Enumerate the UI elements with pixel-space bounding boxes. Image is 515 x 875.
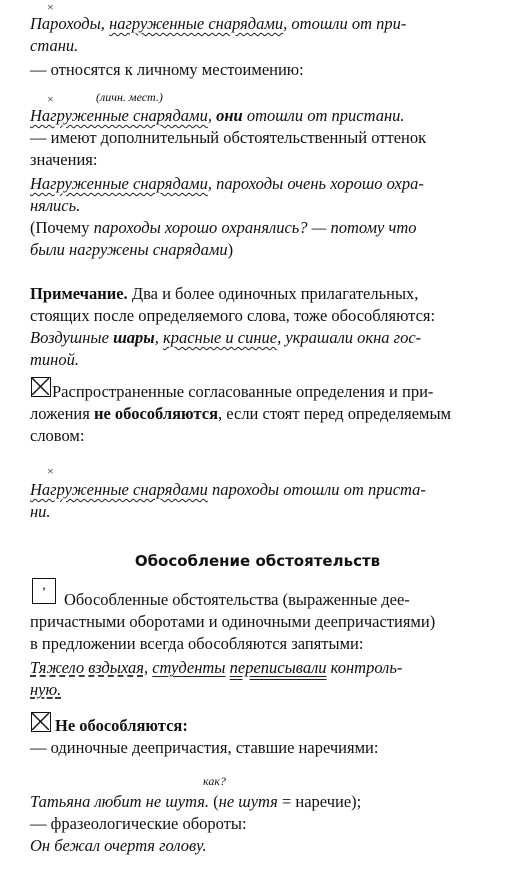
example-line — [30, 792, 361, 812]
rule-line: — имеют дополнительный обстоятельственный оттенок — [30, 128, 427, 147]
predicate: переписывали — [229, 658, 327, 677]
text: Татьяна любит не шутя. — [30, 792, 210, 811]
example-line — [30, 658, 402, 678]
text: ную. — [30, 680, 62, 699]
comma-box: , — [32, 578, 56, 604]
annotation: (личн. мест.) — [96, 90, 163, 104]
text: не шутя — [218, 792, 278, 811]
text: пароходы отошли от приста- — [207, 480, 426, 499]
cross-mark: × — [47, 92, 54, 106]
text: контроль- — [326, 658, 403, 677]
rule-line: — фразеологические обороты: — [30, 814, 247, 833]
text: , украшали окна гос- — [277, 328, 422, 347]
participle-phrase: нагруженные снарядами — [109, 14, 284, 33]
example-line — [30, 14, 406, 34]
rule-line: причастными оборотами и одиночными деепричастиями) — [30, 612, 436, 631]
text: отошли от пристани. — [242, 106, 405, 125]
text: Пароходы, — [30, 14, 110, 33]
text: , если стоят перед определяемым — [218, 404, 451, 423]
rule-line: в предложении всегда обособляются запятыми: — [30, 634, 364, 653]
text: , — [207, 106, 217, 125]
rule-line: значения: — [30, 150, 98, 169]
text: Воздушные — [30, 328, 114, 347]
cross-mark: × — [47, 464, 54, 478]
text: , — [154, 328, 164, 347]
text: были нагружены снарядами — [30, 240, 228, 259]
subject-word: шары — [113, 328, 155, 347]
rule-line: — относятся к личному местоимению: — [30, 60, 304, 79]
example-line: ни. — [30, 502, 51, 521]
pronoun: они — [216, 106, 243, 125]
rule-line — [30, 404, 451, 424]
text: = наречие); — [277, 792, 362, 811]
note-line: тиной. — [30, 350, 79, 369]
note-line: стоящих после определяемого слова, тоже обособляются: — [30, 306, 436, 325]
note-label: Примечание. — [30, 284, 128, 303]
rule-line: Распространенные согласованные определения и при- — [52, 382, 434, 401]
example-line — [30, 106, 405, 126]
cross-mark: × — [47, 0, 54, 14]
text: (Почему — [30, 218, 94, 237]
subject: студенты — [152, 658, 226, 677]
text: , пароходы очень хорошо охра- — [207, 174, 424, 193]
note-line — [30, 284, 418, 304]
example-line — [30, 680, 61, 700]
example-line: стани. — [30, 36, 79, 55]
example-line — [30, 480, 426, 500]
text: пароходы хорошо охранялись? — потому что — [93, 218, 417, 237]
text: ) — [227, 240, 234, 259]
question-line — [30, 240, 233, 260]
participle-phrase: Нагруженные снарядами — [30, 174, 208, 193]
section-heading: Обособление обстоятельств — [134, 552, 381, 570]
note-line — [30, 328, 421, 348]
example-line — [30, 174, 424, 194]
text: Два и более одиночных прилагательных, — [127, 284, 419, 303]
rule-line: — одиночные деепричастия, ставшие наречиями: — [30, 738, 379, 757]
rule-line: словом: — [30, 426, 85, 445]
participle-phrase: Нагруженные снарядами — [30, 106, 208, 125]
example-line: нялись. — [30, 196, 81, 215]
rule-heading: Не обособляются: — [55, 716, 188, 735]
participle-phrase: Нагруженные снарядами — [30, 480, 208, 499]
adjectives: красные и синие — [163, 328, 278, 347]
text: ложения — [30, 404, 94, 423]
example-line: Он бежал очертя голову. — [30, 836, 207, 855]
annotation: как? — [203, 774, 226, 788]
text: , отошли от при- — [283, 14, 407, 33]
emphasis: не обособляются — [93, 404, 219, 423]
adverbial-phrase: Тяжело вздыхая — [30, 658, 144, 677]
question-line — [30, 218, 417, 238]
text: , — [143, 658, 153, 677]
crossed-box-icon — [31, 377, 51, 397]
rule-line: Обособленные обстоятельства (выраженные дее- — [64, 590, 410, 609]
crossed-box-icon — [31, 712, 51, 732]
text: ( — [209, 792, 219, 811]
